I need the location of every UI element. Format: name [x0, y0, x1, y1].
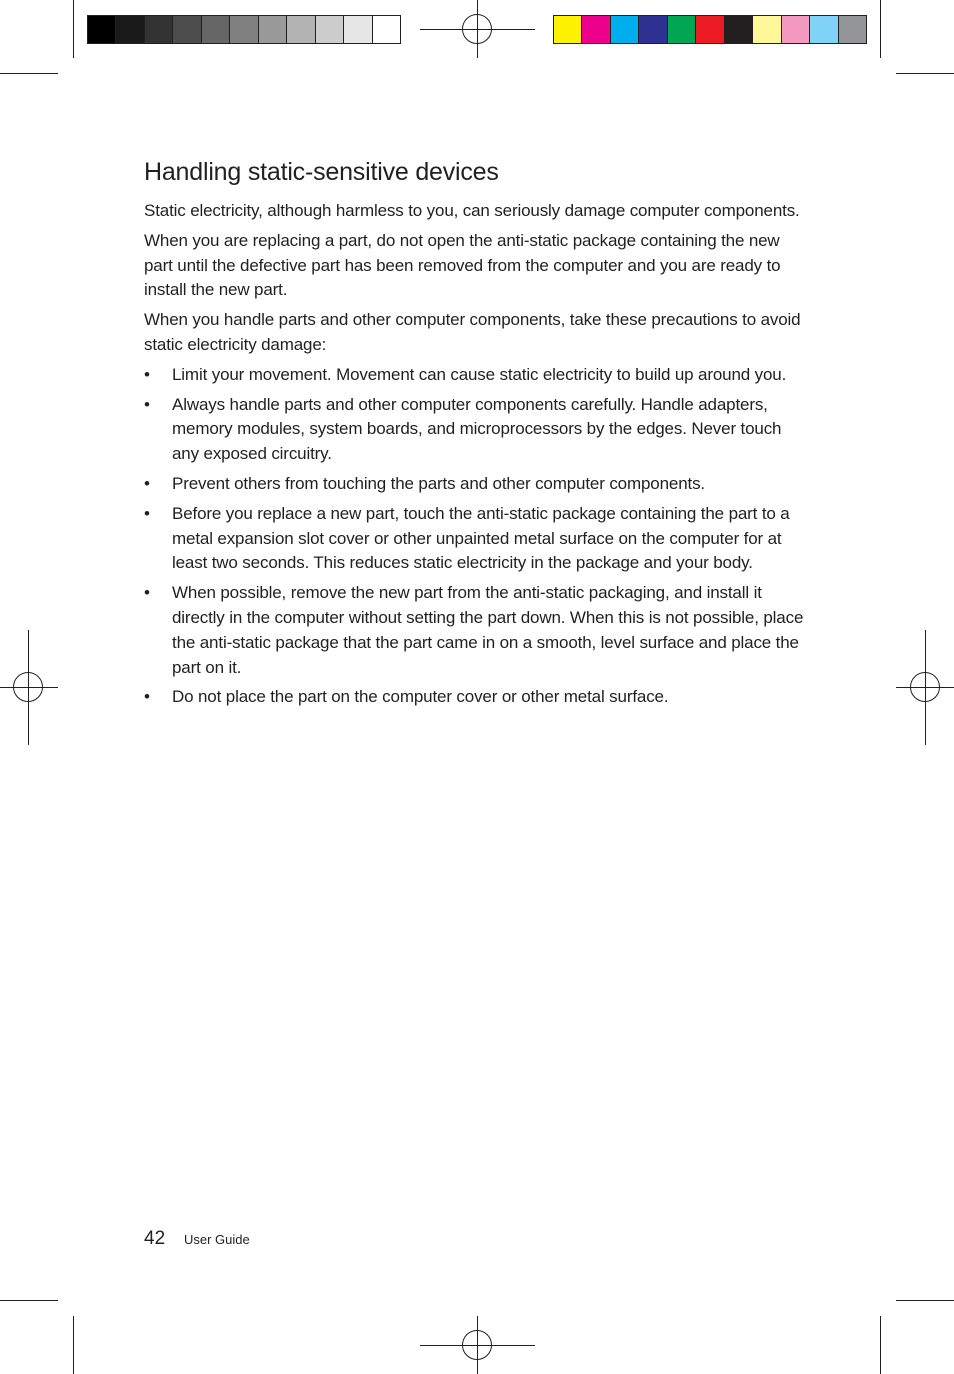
grayscale-swatch — [373, 16, 400, 43]
list-item-text: Always handle parts and other computer components carefully. Handle adapters, memory modules, system boards, and microprocessors by the edges. Never touch any exposed circuitry. — [172, 394, 782, 464]
page-title: Handling static-sensitive devices — [144, 158, 499, 186]
replacing-paragraph: When you are replacing a part, do not open the anti-static package containing the new part until the defective part has been removed from the computer and you are ready to install the new part. — [144, 230, 781, 300]
list-item-text: Before you replace a new part, touch the anti-static package containing the part to a metal expansion slot cover or other unpainted metal surface on the computer for at least two seconds. This reduces static electricity in the package and your body. — [172, 503, 790, 573]
process-color-swatch — [696, 16, 724, 43]
list-item-text: Limit your movement. Movement can cause static electricity to build up around you. — [172, 364, 787, 384]
footer-label: User Guide — [184, 1232, 250, 1247]
grayscale-swatch — [202, 16, 230, 43]
grayscale-swatch — [173, 16, 201, 43]
process-color-swatch — [839, 16, 866, 43]
process-color-swatch — [725, 16, 753, 43]
grayscale-swatch — [230, 16, 258, 43]
process-color-swatch — [611, 16, 639, 43]
precautions-paragraph: When you handle parts and other computer components, take these precautions to avoid static electricity damage: — [144, 310, 801, 354]
bullet-icon: • — [144, 687, 150, 707]
grayscale-swatch — [145, 16, 173, 43]
process-color-swatch — [639, 16, 667, 43]
grayscale-swatch — [88, 16, 116, 43]
process-color-swatch — [582, 16, 610, 43]
grayscale-swatch — [259, 16, 287, 43]
list-item-text: Do not place the part on the computer cover or other metal surface. — [172, 687, 669, 707]
process-color-swatch — [810, 16, 838, 43]
bullet-icon: • — [144, 394, 150, 414]
list-item-text: When possible, remove the new part from the anti-static packaging, and install it directly in the computer without setting the part down. When this is not possible, place the anti-static package that the part came in on a smooth, level surface and place the part on it. — [172, 583, 804, 677]
grayscale-swatch — [116, 16, 144, 43]
page-body — [144, 199, 804, 715]
process-color-swatch — [554, 16, 582, 43]
bullet-icon: • — [144, 473, 150, 493]
process-color-bar — [553, 15, 867, 44]
list-item — [144, 472, 804, 497]
bullet-icon: • — [144, 364, 150, 384]
list-item — [144, 685, 804, 710]
list-item — [144, 363, 804, 388]
grayscale-swatch — [316, 16, 344, 43]
grayscale-color-bar — [87, 15, 401, 44]
process-color-swatch — [668, 16, 696, 43]
grayscale-swatch — [344, 16, 372, 43]
bullet-icon: • — [144, 583, 150, 603]
intro-paragraph: Static electricity, although harmless to you, can seriously damage computer components. — [144, 201, 800, 220]
bullet-icon: • — [144, 503, 150, 523]
list-item — [144, 393, 804, 467]
process-color-swatch — [753, 16, 781, 43]
precautions-list — [144, 363, 804, 710]
grayscale-swatch — [287, 16, 315, 43]
list-item — [144, 502, 804, 576]
list-item-text: Prevent others from touching the parts and other computer components. — [172, 473, 706, 493]
list-item — [144, 581, 804, 680]
process-color-swatch — [782, 16, 810, 43]
page-number: 42 — [144, 1228, 166, 1249]
